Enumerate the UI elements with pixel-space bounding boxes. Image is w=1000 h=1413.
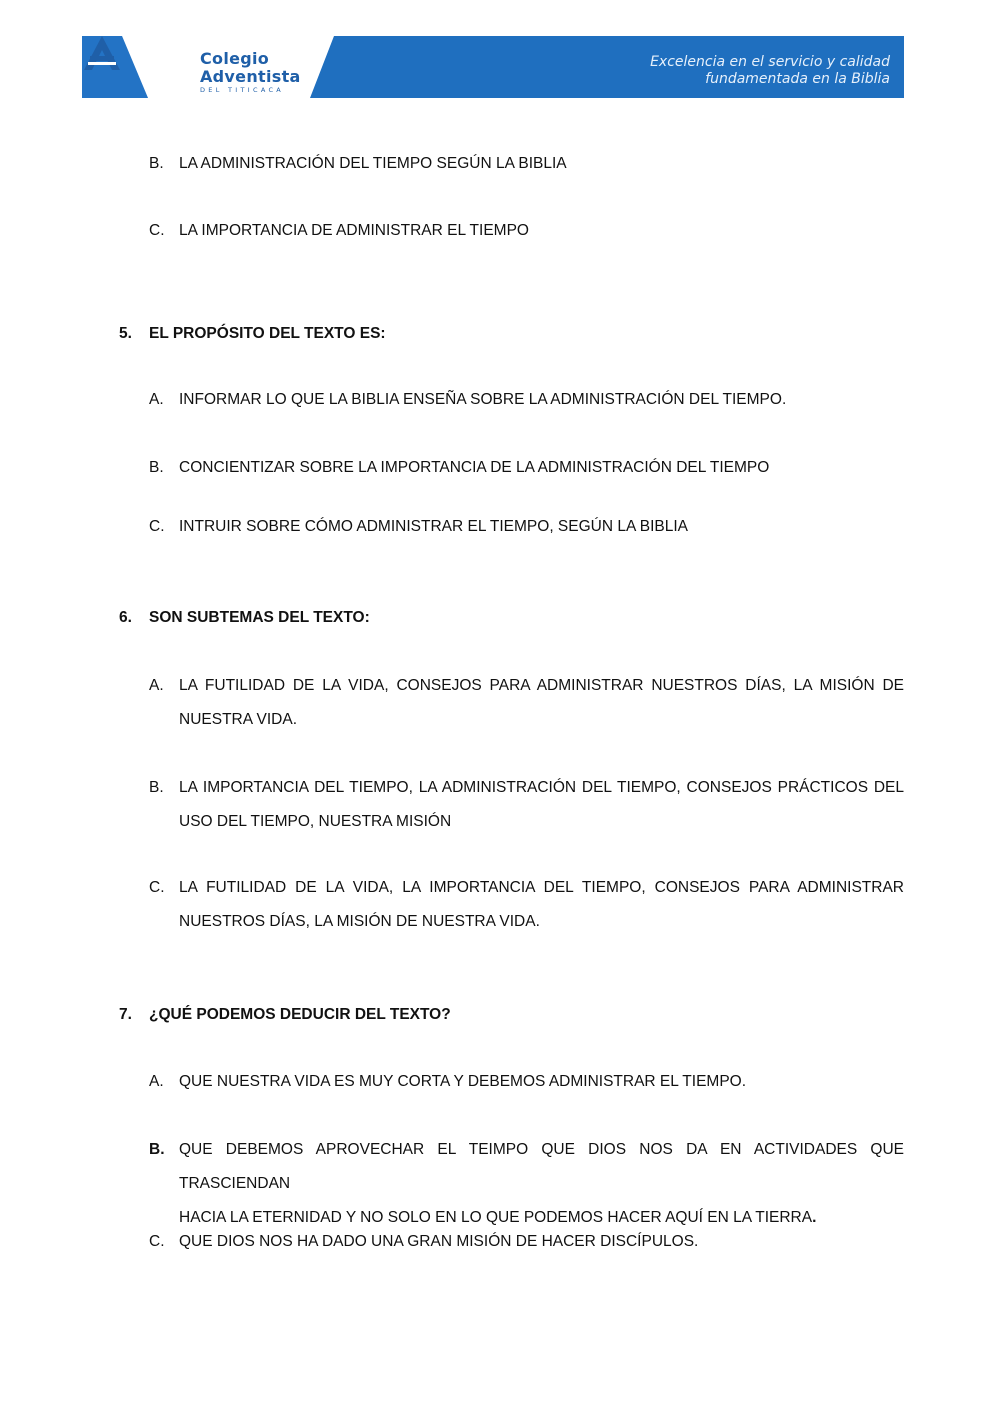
option-text: INTRUIR SOBRE CÓMO ADMINISTRAR EL TIEMPO, SEGÚN LA BIBLIA — [179, 518, 689, 535]
question-title: SON SUBTEMAS DEL TEXTO: — [149, 609, 370, 626]
option-letter: B. — [149, 459, 164, 476]
logo-line-1: Colegio — [200, 49, 270, 68]
option-text: LA ADMINISTRACIÓN DEL TIEMPO SEGÚN LA BIBLIA — [179, 155, 567, 172]
option-letter: B. — [149, 155, 164, 172]
option-text-line-2-end: . — [812, 1209, 817, 1226]
option-q5-c — [149, 510, 904, 544]
option-q7-c — [149, 1225, 904, 1259]
option-q4-b — [149, 147, 904, 181]
option-q7-b — [149, 1133, 904, 1235]
question-number: 7. — [119, 1006, 132, 1023]
option-text-line-1: QUE DEBEMOS APROVECHAR EL TEIMPO QUE DIOS NOS DA EN ACTIVIDADES QUE TRASCIENDAN — [179, 1141, 904, 1192]
option-q6-c — [149, 871, 904, 939]
question-number: 6. — [119, 609, 132, 626]
option-letter: C. — [149, 1233, 165, 1250]
question-title: EL PROPÓSITO DEL TEXTO ES: — [149, 325, 386, 342]
option-text: QUE DIOS NOS HA DADO UNA GRAN MISIÓN DE HACER DISCÍPULOS. — [179, 1233, 699, 1250]
option-q5-a — [149, 383, 904, 417]
header-banner — [82, 36, 904, 98]
logo-line-2: Adventista — [200, 67, 301, 86]
option-text: LA IMPORTANCIA DE ADMINISTRAR EL TIEMPO — [179, 222, 529, 239]
option-text-line-1: LA FUTILIDAD DE LA VIDA, LA IMPORTANCIA DEL TIEMPO, CONSEJOS PARA ADMINISTRAR — [179, 879, 904, 896]
option-letter: A. — [149, 391, 164, 408]
question-7 — [119, 1006, 451, 1024]
option-q6-a — [149, 669, 904, 737]
option-q6-b — [149, 771, 904, 839]
option-text-line-2: USO DEL TIEMPO, NUESTRA MISIÓN — [179, 813, 452, 830]
option-letter: A. — [149, 1073, 164, 1090]
school-logo-icon — [82, 36, 122, 70]
option-letter: C. — [149, 518, 165, 535]
option-letter: A. — [149, 677, 164, 694]
motto-line-1: Excelencia en el servicio y calidad — [650, 54, 890, 70]
option-text: INFORMAR LO QUE LA BIBLIA ENSEÑA SOBRE LA ADMINISTRACIÓN DEL TIEMPO. — [179, 391, 787, 408]
option-q7-a — [149, 1065, 904, 1099]
question-6 — [119, 609, 370, 627]
option-text-line-2: HACIA LA ETERNIDAD Y NO SOLO EN LO QUE PODEMOS HACER AQUÍ EN LA TIERRA — [179, 1209, 813, 1226]
option-text-line-2: NUESTRA VIDA. — [179, 711, 297, 728]
option-q5-b — [149, 451, 904, 485]
option-text: CONCIENTIZAR SOBRE LA IMPORTANCIA DE LA ADMINISTRACIÓN DEL TIEMPO — [179, 459, 770, 476]
question-number: 5. — [119, 325, 132, 342]
motto-line-2: fundamentada en la Biblia — [705, 71, 890, 87]
option-letter: C. — [149, 222, 165, 239]
question-5 — [119, 325, 386, 343]
option-letter: B. — [149, 779, 164, 796]
option-text: QUE NUESTRA VIDA ES MUY CORTA Y DEBEMOS ADMINISTRAR EL TIEMPO. — [179, 1073, 747, 1090]
header-motto — [650, 54, 890, 88]
option-letter: B. — [149, 1141, 165, 1158]
option-q4-c — [149, 214, 904, 248]
option-text-line-1: LA FUTILIDAD DE LA VIDA, CONSEJOS PARA ADMINISTRAR NUESTROS DÍAS, LA MISIÓN DE — [179, 677, 904, 694]
question-title: ¿QUÉ PODEMOS DEDUCIR DEL TEXTO? — [149, 1006, 451, 1023]
logo-line-3: DEL TITICACA — [200, 86, 285, 94]
option-letter: C. — [149, 879, 165, 896]
option-text-line-2: NUESTROS DÍAS, LA MISIÓN DE NUESTRA VIDA. — [179, 913, 540, 930]
option-text-line-1: LA IMPORTANCIA DEL TIEMPO, LA ADMINISTRACIÓN DEL TIEMPO, CONSEJOS PRÁCTICOS DEL — [179, 779, 904, 796]
